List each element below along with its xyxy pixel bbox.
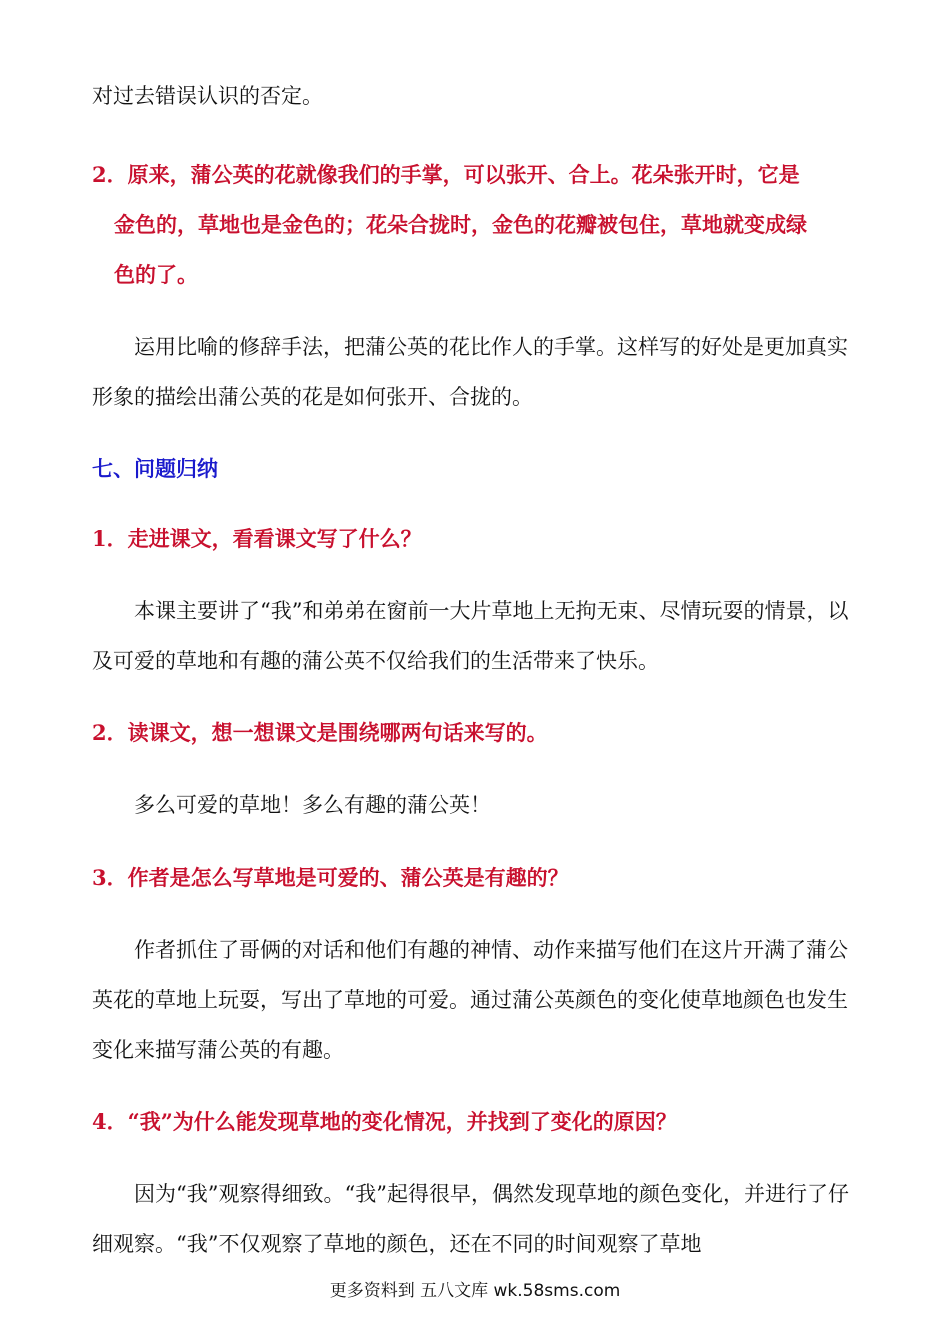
question-3: 3．作者是怎么写草地是可爱的、蒲公英是有趣的？: [92, 865, 569, 890]
answer-1: 本课主要讲了“我”和弟弟在窗前一大片草地上无拘无束、尽情玩耍的情景，以及可爱的草地和有趣的蒲公英不仅给我们的生活带来了快乐。: [92, 599, 849, 673]
quote-line-1: 2．原来，蒲公英的花就像我们的手掌，可以张开、合上。花朵张开时，它是: [92, 162, 800, 187]
question-2: 2．读课文，想一想课文是围绕哪两句话来写的。: [92, 720, 548, 745]
footer-link[interactable]: 更多资料到 五八文库 wk.58sms.com: [329, 1281, 621, 1301]
answer-3: 作者抓住了哥俩的对话和他们有趣的神情、动作来描写他们在这片开满了蒲公英花的草地上玩耍，写出了草地的可爱。通过蒲公英颜色的变化使草地颜色也发生变化来描写蒲公英的有趣。: [92, 938, 848, 1062]
answer-2: 多么可爱的草地！多么有趣的蒲公英！: [134, 793, 491, 817]
question-1: 1．走进课文，看看课文写了什么？: [92, 526, 422, 551]
section-title: 七、问题归纳: [92, 457, 218, 481]
quote-heading-flower: [92, 150, 862, 300]
quote-line-2: 金色的，草地也是金色的；花朵合拢时，金色的花瓣被包住，草地就变成绿: [114, 212, 807, 237]
answer-4: 因为“我”观察得细致。“我”起得很早，偶然发现草地的颜色变化，并进行了仔细观察。“我”不仅观察了草地的颜色，还在不同的时间观察了草地: [92, 1182, 849, 1256]
question-4: 4．“我”为什么能发现草地的变化情况，并找到了变化的原因？: [92, 1109, 677, 1134]
quote-line-3: 色的了。: [114, 262, 198, 287]
paragraph-continuation: 对过去错误认识的否定。: [92, 84, 323, 108]
answer-flower: 运用比喻的修辞手法，把蒲公英的花比作人的手掌。这样写的好处是更加真实形象的描绘出蒲公英的花是如何张开、合拢的。: [92, 335, 848, 409]
